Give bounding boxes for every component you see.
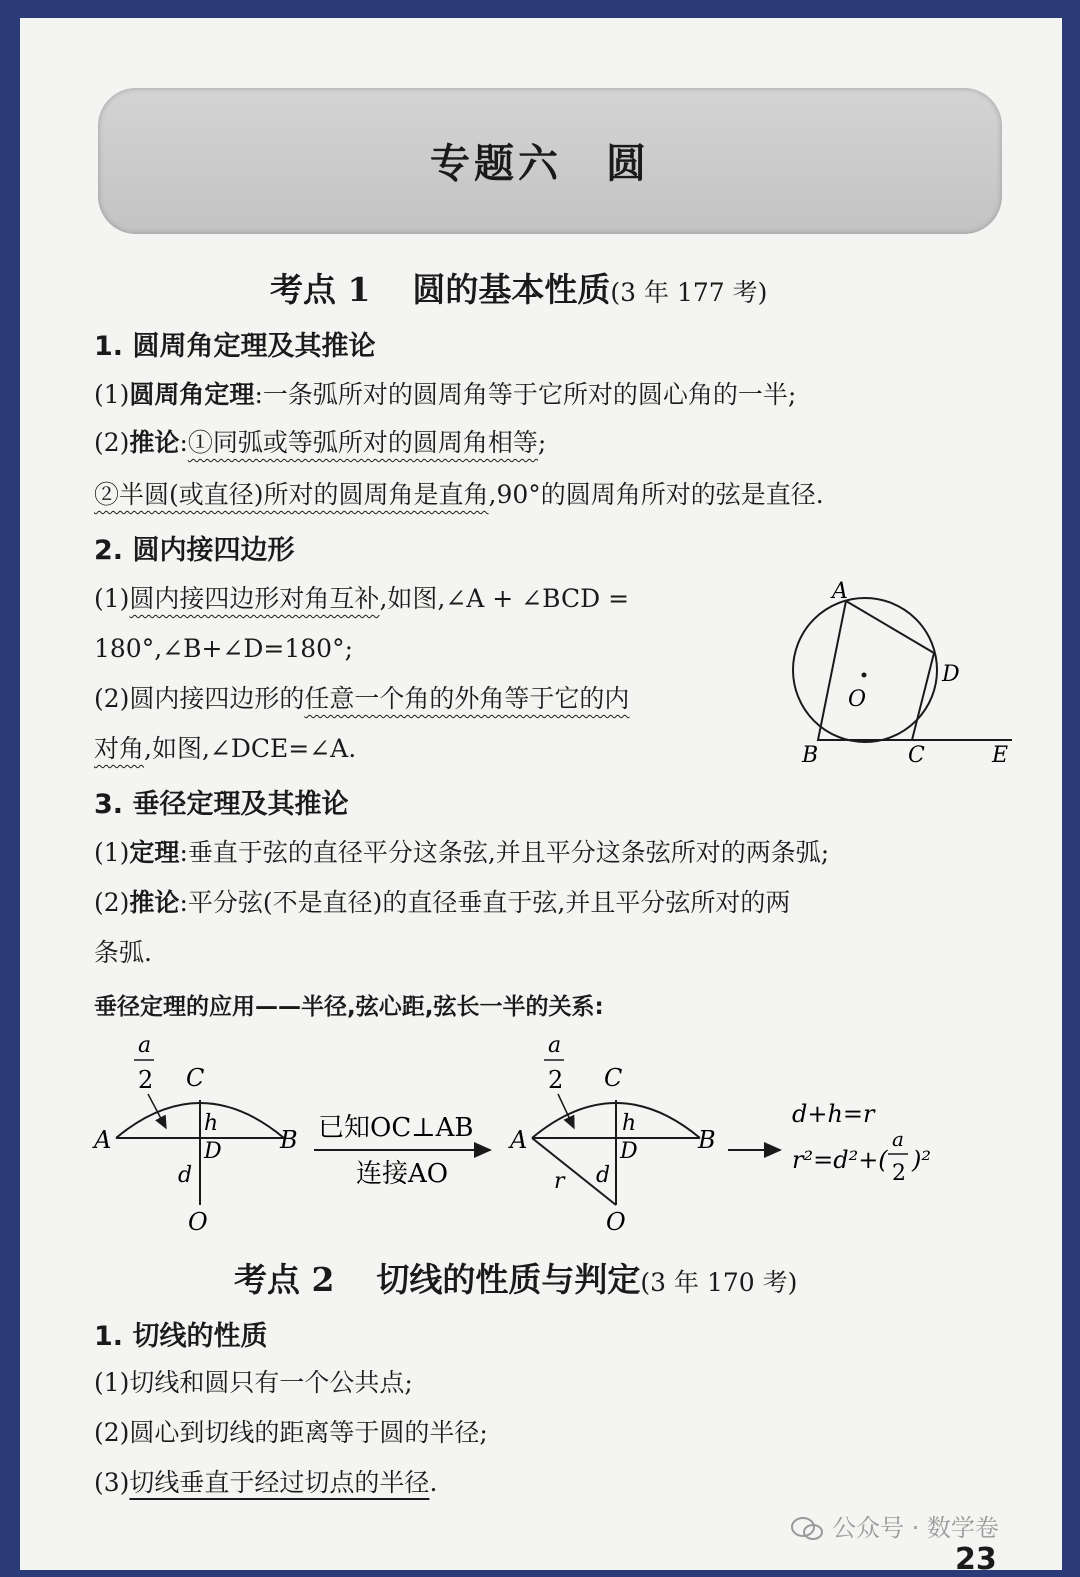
label-c: C xyxy=(604,1064,623,1092)
label-d: D xyxy=(204,1139,222,1164)
kaodian-2-heading xyxy=(234,1254,797,1301)
wavy-text: ②半圆(或直径)所对的圆周角是直角 xyxy=(94,480,489,509)
text: :平分弦(不是直径)的直径垂直于弦,并且平分弦所对的两 xyxy=(179,888,791,917)
end: . xyxy=(429,1468,438,1497)
s1-line-2 xyxy=(94,426,546,460)
perpendicular-chord-figure xyxy=(90,1030,970,1240)
eq-frac-den: 2 xyxy=(892,1161,906,1186)
t1-line-2: (2)圆心到切线的距离等于圆的半径; xyxy=(94,1418,488,1447)
t1-line-3 xyxy=(94,1466,437,1500)
label-o: O xyxy=(606,1208,626,1236)
wavy-text: 对角 xyxy=(94,734,145,763)
label-d: D xyxy=(942,662,960,687)
section-2-heading: 2. 圆内接四边形 xyxy=(94,535,295,566)
chord-figure-right xyxy=(508,1033,716,1236)
kaodian-1-label: 考点 1 xyxy=(270,270,371,309)
label-r: r xyxy=(554,1169,565,1194)
watermark xyxy=(790,1508,999,1543)
prefix: (2) xyxy=(94,888,130,917)
cyclic-quadrilateral-figure xyxy=(780,580,1030,770)
kaodian-1-heading xyxy=(270,264,767,311)
frac-num: a xyxy=(548,1033,562,1058)
term: 推论 xyxy=(129,428,180,457)
wechat-icon xyxy=(790,1516,824,1542)
text: ,如图,∠A + ∠BCD = xyxy=(379,584,630,613)
page-number: 23 xyxy=(955,1542,997,1577)
label-o: O xyxy=(188,1208,208,1236)
action-text: 连接AO xyxy=(356,1159,449,1189)
prefix: (3) xyxy=(94,1468,130,1497)
text: :垂直于弦的直径平分这条弦,并且平分这条弦所对的两条弧; xyxy=(179,838,830,867)
term: 推论 xyxy=(129,888,180,917)
s2-line-2: 180°,∠B+∠D=180°; xyxy=(94,634,354,663)
label-c: C xyxy=(908,743,925,768)
s3-line-3: 条弧. xyxy=(94,938,152,967)
watermark-text: 公众号 · 数学卷 xyxy=(832,1514,999,1542)
prefix: (1) xyxy=(94,838,130,867)
prefix: (2) xyxy=(94,428,130,457)
frac-den: 2 xyxy=(138,1066,154,1094)
text: :一条弧所对的圆周角等于它所对的圆心角的一半; xyxy=(254,380,797,409)
wavy-text: ①同弧或等弧所对的圆周角相等 xyxy=(187,428,538,457)
label-a: A xyxy=(94,1126,112,1154)
s1-line-1 xyxy=(94,378,796,412)
label-c: C xyxy=(186,1064,205,1092)
label-b: B xyxy=(698,1126,716,1154)
application-heading: 垂径定理的应用——半径,弦心距,弦长一半的关系: xyxy=(94,994,604,1020)
end: ; xyxy=(537,428,547,457)
center-point xyxy=(862,673,867,678)
label-h: h xyxy=(204,1111,219,1136)
equation-1: d+h=r xyxy=(792,1100,875,1128)
wavy-text: 圆内接四边形对角互补 xyxy=(129,584,380,613)
equation-2-right: )² xyxy=(912,1146,931,1174)
label-d-small: d xyxy=(178,1163,193,1188)
circle xyxy=(793,598,937,742)
label-a: A xyxy=(510,1126,528,1154)
tangent-heading: 1. 切线的性质 xyxy=(94,1321,268,1352)
label-a: A xyxy=(832,580,848,604)
term: 定理 xyxy=(129,838,180,867)
section-1-heading: 1. 圆周角定理及其推论 xyxy=(94,331,376,362)
text: (2)圆内接四边形的 xyxy=(94,684,305,713)
page-title: 专题六 圆 xyxy=(430,140,650,187)
kaodian-1-note: (3 年 177 考) xyxy=(610,278,768,307)
s2-line-3 xyxy=(94,682,629,716)
eq-frac-num: a xyxy=(892,1127,904,1151)
label-d: D xyxy=(620,1139,638,1164)
colon: : xyxy=(179,428,188,457)
text: ,如图,∠DCE=∠A. xyxy=(144,734,357,763)
frac-den: 2 xyxy=(548,1066,564,1094)
s2-line-1 xyxy=(94,582,629,616)
text: ,90°的圆周角所对的弦是直径. xyxy=(488,480,824,509)
s3-line-2 xyxy=(94,886,790,920)
s1-line-3 xyxy=(94,478,824,512)
s3-line-1 xyxy=(94,836,829,870)
transform-arrow xyxy=(314,1113,490,1189)
kaodian-2-note: (3 年 170 考) xyxy=(640,1268,798,1297)
quadrilateral xyxy=(818,601,934,740)
chord-figure-left xyxy=(92,1033,298,1236)
condition-text: 已知OC⊥AB xyxy=(318,1113,474,1143)
equation-2-left: r²=d²+( xyxy=(792,1146,888,1174)
prefix: (1) xyxy=(94,380,130,409)
frac-num: a xyxy=(138,1033,152,1058)
t1-line-1: (1)切线和圆只有一个公共点; xyxy=(94,1368,413,1397)
pointer-arrow xyxy=(148,1094,166,1128)
kaodian-2-title: 切线的性质与判定 xyxy=(376,1260,641,1299)
pointer-arrow xyxy=(558,1094,574,1128)
term: 圆周角定理 xyxy=(129,380,255,409)
kaodian-2-label: 考点 2 xyxy=(234,1260,335,1299)
underlined-text: 切线垂直于经过切点的半径 xyxy=(129,1468,430,1497)
label-e: E xyxy=(992,743,1009,768)
label-b: B xyxy=(802,743,819,768)
label-b: B xyxy=(280,1126,298,1154)
kaodian-1-title: 圆的基本性质 xyxy=(412,270,611,309)
prefix: (1) xyxy=(94,584,130,613)
section-3-heading: 3. 垂径定理及其推论 xyxy=(94,789,349,820)
wavy-text: 任意一个角的外角等于它的内 xyxy=(304,684,630,713)
label-d-small: d xyxy=(596,1163,611,1188)
label-h: h xyxy=(622,1111,637,1136)
s2-line-4 xyxy=(94,732,356,766)
label-o: O xyxy=(848,687,867,712)
